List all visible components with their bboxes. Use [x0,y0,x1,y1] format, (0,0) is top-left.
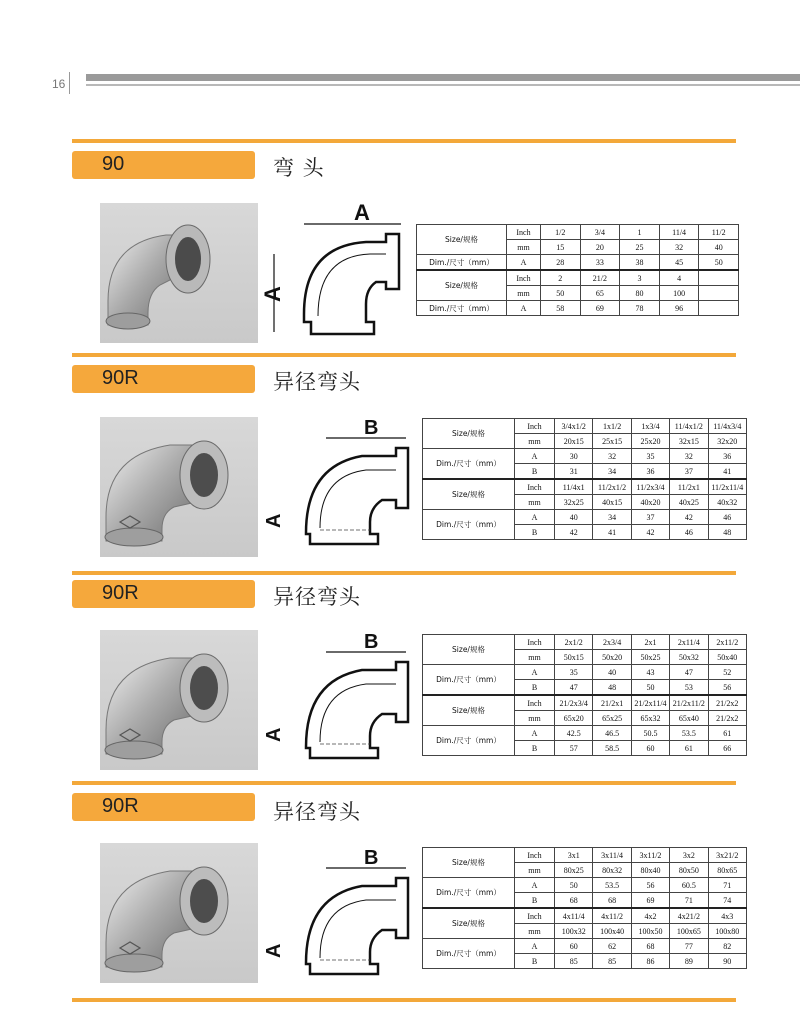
table-cell: 3x2 [670,848,708,863]
table-cell: 42 [555,525,593,540]
size-label: Size/规格 [423,695,515,726]
size-label: Size/规格 [423,908,515,939]
dim-letter-top: B [364,631,379,653]
table-cell: 41 [593,525,631,540]
table-cell: 21/2x3/4 [555,695,593,711]
dim-label: Dim./尺寸（mm） [423,726,515,756]
table-cell: 40x15 [593,495,631,510]
table-cell: 40x32 [708,495,746,510]
elbow-fitting-image [100,203,258,343]
table-cell: 58 [541,301,581,316]
inch-label: Inch [515,635,555,650]
table-cell: 1/2 [541,225,581,240]
table-cell: 21/2x11/2 [670,695,708,711]
table-cell: 32 [593,449,631,464]
table-cell: 11/4x3/4 [708,419,746,434]
table-cell: 68 [631,939,669,954]
table-cell: 50 [631,680,669,696]
dimension-diagram [260,194,416,339]
spec-table [422,418,747,540]
dim-letter-side: A [263,727,285,742]
table-cell: 11/2x3/4 [631,479,669,495]
table-cell: 69 [580,301,620,316]
section-divider [72,139,736,143]
table-cell: 57 [555,741,593,756]
product-code: 90R [102,367,139,389]
inch-label: Inch [515,908,555,924]
table-cell: 48 [708,525,746,540]
mm-label: mm [515,924,555,939]
table-cell: 21/2x2 [708,695,746,711]
table-cell: 65x25 [593,711,631,726]
table-cell: 37 [631,510,669,525]
reducing-elbow-image [100,843,258,983]
table-cell: 53.5 [670,726,708,741]
table-cell: 46 [670,525,708,540]
section-divider [72,998,736,1002]
inch-label: Inch [515,695,555,711]
dim-label: Dim./尺寸（mm） [423,510,515,540]
table-cell: 50x20 [593,650,631,665]
reducing-elbow-image [100,417,258,557]
table-cell: 100x40 [593,924,631,939]
table-cell: 4x11/4 [555,908,593,924]
table-cell: 50x40 [708,650,746,665]
table-cell: 71 [708,878,746,893]
table-cell: 40 [593,665,631,680]
table-cell: 60.5 [670,878,708,893]
table-cell: 30 [555,449,593,464]
product-code: 90R [102,795,139,817]
table-cell: 34 [593,464,631,480]
table-cell: 15 [541,240,581,255]
size-label: Size/规格 [423,419,515,449]
table-cell: 35 [555,665,593,680]
dim-row-letter: A [515,510,555,525]
dim-label: Dim./尺寸（mm） [423,878,515,909]
table-cell: 52 [708,665,746,680]
table-cell: 36 [631,464,669,480]
table-cell: 50x25 [631,650,669,665]
header-rule [86,84,800,86]
product-title: 弯 头 [273,156,325,180]
table-cell: 11/2x1 [670,479,708,495]
table-cell: 68 [593,893,631,909]
table-cell: 11/4 [659,225,699,240]
table-cell: 21/2x1 [593,695,631,711]
table-cell: 100x80 [708,924,746,939]
dim-row-letter: A [515,665,555,680]
table-cell: 46 [708,510,746,525]
table-cell: 89 [670,954,708,969]
table-cell: 80x32 [593,863,631,878]
table-cell: 100x50 [631,924,669,939]
table-cell: 50x15 [555,650,593,665]
dim-row-letter: B [515,680,555,696]
dim-label: Dim./尺寸（mm） [417,301,507,316]
table-cell: 100 [659,286,699,301]
table-cell: 32 [670,449,708,464]
table-cell: 2x1/2 [555,635,593,650]
product-title: 异径弯头 [273,800,361,824]
reducing-elbow-image [100,630,258,770]
table-cell: 3/4x1/2 [555,419,593,434]
dim-row-letter: B [515,525,555,540]
section-divider [72,781,736,785]
table-cell: 4x2 [631,908,669,924]
table-cell: 36 [708,449,746,464]
table-cell: 50 [699,255,739,271]
dim-letter-side: A [263,513,285,528]
spec-table [416,224,739,316]
table-cell: 3x21/2 [708,848,746,863]
table-cell [699,301,739,316]
inch-label: Inch [507,225,541,240]
table-cell: 38 [620,255,660,271]
dim-letter-side: A [260,286,285,302]
page-number-divider [69,72,70,94]
header-bar [86,74,800,81]
table-cell: 25x20 [631,434,669,449]
table-cell: 61 [670,741,708,756]
dimension-diagram [263,408,416,553]
dim-letter-top: B [364,847,379,869]
table-cell: 37 [670,464,708,480]
table-cell: 100x32 [555,924,593,939]
table-cell: 42 [631,525,669,540]
mm-label: mm [515,495,555,510]
dim-letter-side: A [263,943,285,958]
table-cell: 21/2x11/4 [631,695,669,711]
page-number: 16 [52,77,66,91]
table-cell: 53.5 [593,878,631,893]
table-cell: 20x15 [555,434,593,449]
table-cell: 85 [555,954,593,969]
table-cell: 40x25 [670,495,708,510]
dimension-diagram [263,838,416,983]
table-cell: 1x1/2 [593,419,631,434]
table-cell: 58.5 [593,741,631,756]
table-cell: 53 [670,680,708,696]
table-cell: 40 [699,240,739,255]
table-cell: 4 [659,270,699,286]
table-cell: 25 [620,240,660,255]
table-cell: 20 [580,240,620,255]
mm-label: mm [507,286,541,301]
table-cell: 25x15 [593,434,631,449]
table-cell: 65 [580,286,620,301]
table-cell: 50x32 [670,650,708,665]
table-cell: 32x20 [708,434,746,449]
table-cell: 3x11/2 [631,848,669,863]
table-cell: 100x65 [670,924,708,939]
table-cell [699,270,739,286]
product-code-tag [72,580,255,608]
product-code: 90R [102,582,139,604]
dim-row-letter: A [507,255,541,271]
product-title: 异径弯头 [273,370,361,394]
mm-label: mm [515,863,555,878]
mm-label: mm [515,711,555,726]
table-cell: 2x11/2 [708,635,746,650]
table-cell [699,286,739,301]
table-cell: 1x3/4 [631,419,669,434]
table-cell: 71 [670,893,708,909]
table-cell: 80x65 [708,863,746,878]
table-cell: 65x20 [555,711,593,726]
mm-label: mm [515,650,555,665]
table-cell: 21/2x2 [708,711,746,726]
table-cell: 96 [659,301,699,316]
dim-label: Dim./尺寸（mm） [423,449,515,480]
spec-table [422,847,747,969]
table-cell: 42 [670,510,708,525]
size-label: Size/规格 [423,635,515,665]
table-cell: 66 [708,741,746,756]
table-cell: 3/4 [580,225,620,240]
table-cell: 3x11/4 [593,848,631,863]
dim-letter-top: A [354,200,370,225]
table-cell: 41 [708,464,746,480]
table-cell: 60 [631,741,669,756]
dim-row-letter: B [515,741,555,756]
table-cell: 80 [620,286,660,301]
table-cell: 65x40 [670,711,708,726]
table-cell: 82 [708,939,746,954]
table-cell: 4x3 [708,908,746,924]
table-cell: 80x50 [670,863,708,878]
dim-row-letter: B [515,464,555,480]
table-cell: 11/2x11/4 [708,479,746,495]
spec-table [422,634,747,756]
product-photo [100,203,258,343]
table-cell: 11/2x1/2 [593,479,631,495]
size-label: Size/规格 [417,270,507,301]
table-cell: 34 [593,510,631,525]
table-cell: 43 [631,665,669,680]
inch-label: Inch [515,479,555,495]
table-cell: 85 [593,954,631,969]
product-code-tag [72,365,255,393]
table-cell: 47 [670,665,708,680]
size-label: Size/规格 [423,479,515,510]
table-cell: 3x1 [555,848,593,863]
dim-letter-top: B [364,417,379,439]
table-cell: 80x25 [555,863,593,878]
table-cell: 65x32 [631,711,669,726]
table-cell: 45 [659,255,699,271]
table-cell: 35 [631,449,669,464]
product-photo [100,417,258,557]
table-cell: 62 [593,939,631,954]
product-photo [100,843,258,983]
table-cell: 90 [708,954,746,969]
size-label: Size/规格 [417,225,507,255]
dim-label: Dim./尺寸（mm） [417,255,507,271]
table-cell: 47 [555,680,593,696]
product-title: 异径弯头 [273,585,361,609]
table-cell: 32x15 [670,434,708,449]
dim-row-letter: A [507,301,541,316]
table-cell: 11/2 [699,225,739,240]
dim-row-letter: B [515,954,555,969]
dim-row-letter: A [515,449,555,464]
inch-label: Inch [507,270,541,286]
table-cell: 2 [541,270,581,286]
table-cell: 11/4x1/2 [670,419,708,434]
table-cell: 32 [659,240,699,255]
table-cell: 2x1 [631,635,669,650]
table-cell: 11/4x1 [555,479,593,495]
inch-label: Inch [515,848,555,863]
table-cell: 1 [620,225,660,240]
table-cell: 60 [555,939,593,954]
table-cell: 86 [631,954,669,969]
mm-label: mm [507,240,541,255]
product-code-tag [72,793,255,821]
table-cell: 50 [555,878,593,893]
dimension-diagram [263,622,416,767]
table-cell: 21/2 [580,270,620,286]
table-cell: 40x20 [631,495,669,510]
table-cell: 32x25 [555,495,593,510]
table-cell: 74 [708,893,746,909]
table-cell: 40 [555,510,593,525]
table-cell: 80x40 [631,863,669,878]
table-cell: 78 [620,301,660,316]
table-cell: 50.5 [631,726,669,741]
mm-label: mm [515,434,555,449]
section-divider [72,353,736,357]
table-cell: 69 [631,893,669,909]
table-cell: 56 [631,878,669,893]
dim-label: Dim./尺寸（mm） [423,665,515,696]
product-code-tag [72,151,255,179]
dim-row-letter: A [515,726,555,741]
table-cell: 56 [708,680,746,696]
dim-row-letter: A [515,939,555,954]
product-photo [100,630,258,770]
table-cell: 68 [555,893,593,909]
table-cell: 3 [620,270,660,286]
table-cell: 61 [708,726,746,741]
inch-label: Inch [515,419,555,434]
table-cell: 48 [593,680,631,696]
table-cell: 4x11/2 [593,908,631,924]
table-cell: 50 [541,286,581,301]
dim-label: Dim./尺寸（mm） [423,939,515,969]
table-cell: 4x21/2 [670,908,708,924]
table-cell: 33 [580,255,620,271]
table-cell: 2x3/4 [593,635,631,650]
table-cell: 31 [555,464,593,480]
size-label: Size/规格 [423,848,515,878]
section-divider [72,571,736,575]
dim-row-letter: A [515,878,555,893]
table-cell: 42.5 [555,726,593,741]
table-cell: 77 [670,939,708,954]
table-cell: 46.5 [593,726,631,741]
table-cell: 2x11/4 [670,635,708,650]
table-cell: 28 [541,255,581,271]
dim-row-letter: B [515,893,555,909]
product-code: 90 [102,153,125,175]
